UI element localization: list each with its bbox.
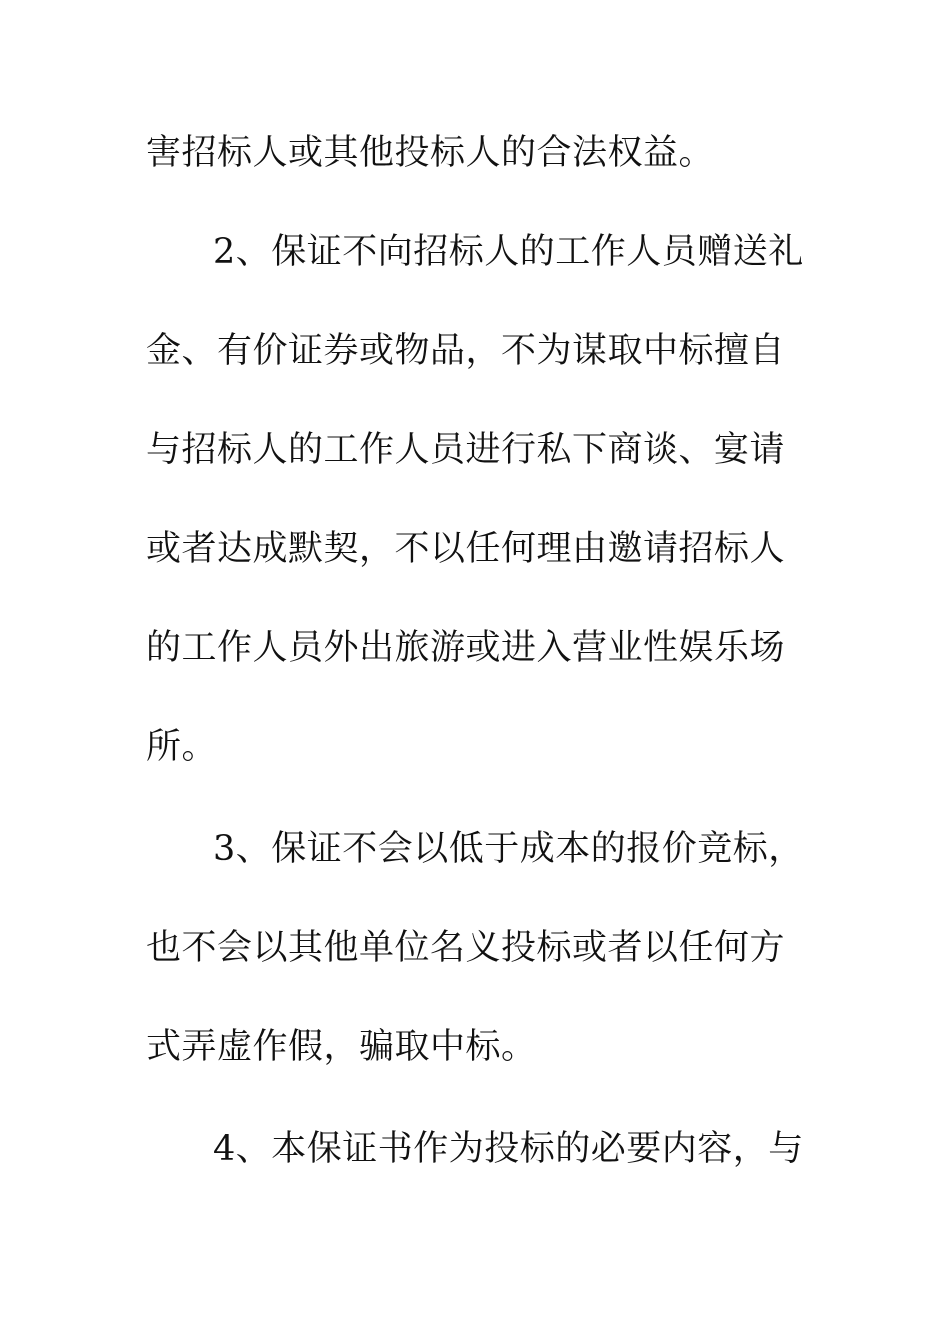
clause-4-line-1: 4、本保证书作为投标的必要内容，与 [213, 1129, 804, 1169]
clause-2-line-3: 与招标人的工作人员进行私下商谈、宴请 [146, 430, 786, 470]
clause-2-line-4: 或者达成默契，不以任何理由邀请招标人 [146, 529, 786, 569]
clause-2-line-2: 金、有价证券或物品，不为谋取中标擅自 [146, 331, 786, 371]
text-line-1: 害招标人或其他投标人的合法权益。 [146, 133, 715, 173]
clause-3-line-3: 式弄虚作假，骗取中标。 [146, 1027, 537, 1067]
clause-2-line-6: 所。 [146, 727, 218, 767]
clause-2-line-1: 2、保证不向招标人的工作人员赠送礼 [213, 232, 804, 272]
clause-2-line-5: 的工作人员外出旅游或进入营业性娱乐场 [146, 628, 786, 668]
clause-3-line-1: 3、保证不会以低于成本的报价竞标， [213, 829, 804, 869]
clause-3-line-2: 也不会以其他单位名义投标或者以任何方 [146, 928, 786, 968]
